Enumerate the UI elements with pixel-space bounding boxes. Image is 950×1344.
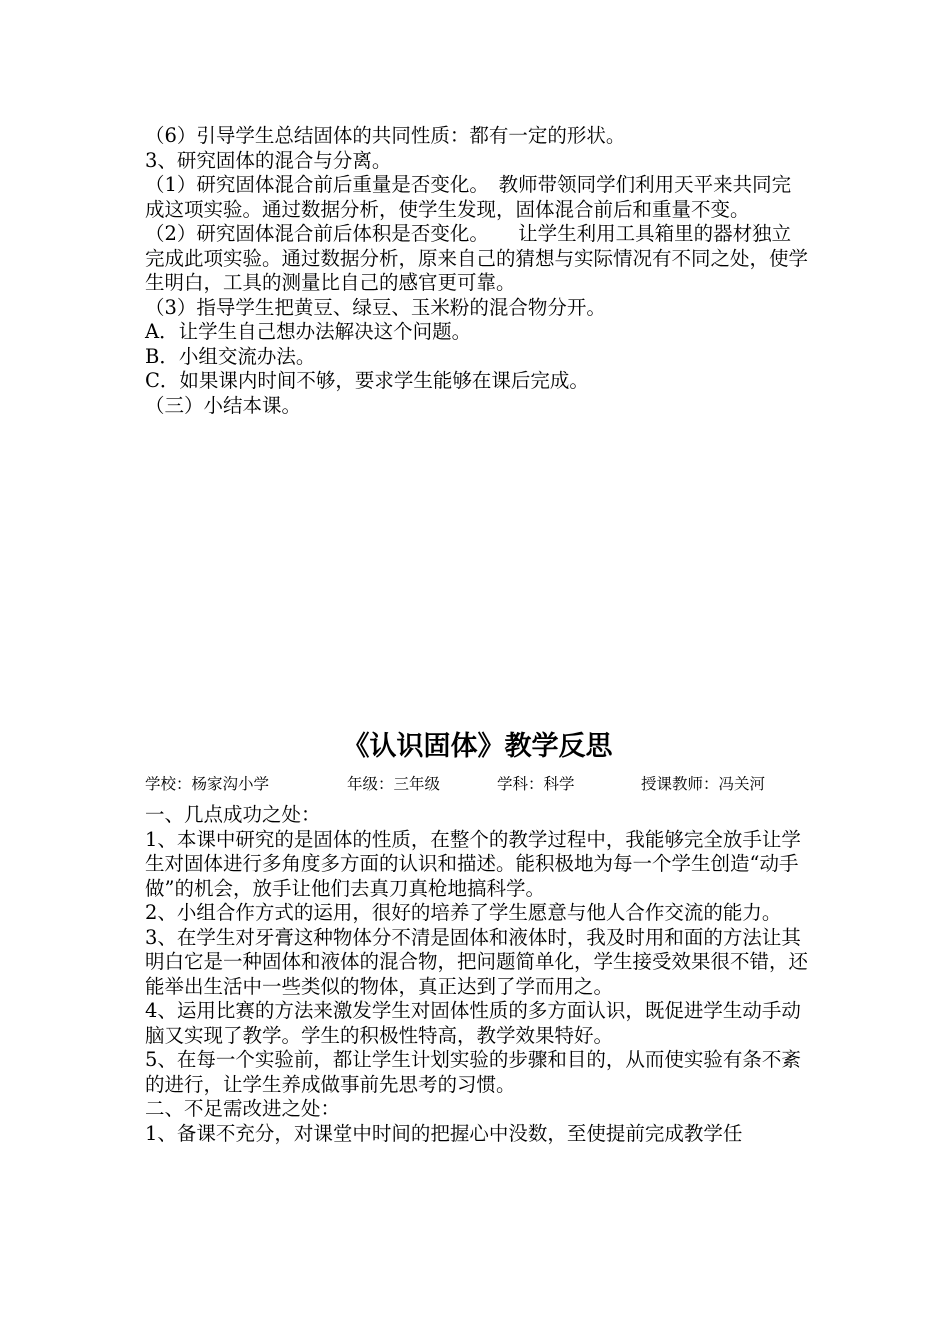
- paragraph: （1）研究固体混合前后重量是否变化。 教师带领同学们利用天平来共同完成这项实验。通过数据分析，使学生发现，固体混合前后和重量不变。: [145, 173, 792, 221]
- paragraph: 一、几点成功之处：: [145, 803, 321, 826]
- paragraph: 2、小组合作方式的运用，很好的培养了学生愿意与他人合作交流的能力。: [145, 901, 782, 924]
- paragraph: 3、在学生对牙膏这种物体分不清是固体和液体时，我及时用和面的方法让其明白它是一种固体和液体的混合物，把问题简单化，学生接受效果很不错，还能举出生活中一些类似的物体，真正达到了学而用之。: [145, 925, 809, 998]
- paragraph: （6）引导学生总结固体的共同性质：都有一定的形状。: [145, 124, 626, 147]
- paragraph: A．让学生自己想办法解决这个问题。: [145, 320, 472, 343]
- subject-label: 学科：科学: [497, 775, 575, 793]
- paragraph: 二、不足需改进之处：: [145, 1097, 341, 1120]
- paragraph: 3、研究固体的混合与分离。: [145, 148, 392, 172]
- lesson-info-line: [145, 772, 810, 796]
- paragraph: 1、备课不充分，对课堂中时间的把握心中没数，至使提前完成教学任: [145, 1121, 743, 1145]
- paragraph: B．小组交流办法。: [145, 344, 316, 368]
- reflection-section: [145, 803, 810, 1146]
- paragraph: 4、运用比赛的方法来激发学生对固体性质的多方面认识，既促进学生动手动脑又实现了教学。学生的积极性特高，教学效果特好。: [145, 999, 801, 1047]
- lesson-procedure-section: [145, 124, 810, 418]
- school-label: 学校：杨家沟小学: [145, 775, 270, 793]
- paragraph: 5、在每一个实验前，都让学生计划实验的步骤和目的，从而使实验有条不紊的进行，让学生养成做事前先思考的习惯。: [145, 1048, 801, 1096]
- paragraph: 1、本课中研究的是固体的性质，在整个的教学过程中，我能够完全放手让学生对固体进行多角度多方面的认识和描述。能积极地为每一个学生创造“动手做”的机会，放手让他们去真刀真枪地搞科学。: [145, 827, 801, 900]
- paragraph: C．如果课内时间不够，要求学生能够在课后完成。: [145, 369, 589, 392]
- grade-label: 年级：三年级: [347, 775, 441, 793]
- paragraph: （三）小结本课。: [145, 393, 302, 417]
- teacher-label: 授课教师：冯关河: [641, 775, 766, 793]
- page-title: 《认识固体》教学反思: [342, 731, 613, 762]
- paragraph: （2）研究固体混合前后体积是否变化。 让学生利用工具箱里的器材独立完成此项实验。通过数据分析，原来自己的猜想与实际情况有不同之处，使学生明白，工具的测量比自己的感官更可靠。: [145, 222, 809, 294]
- paragraph: （3）指导学生把黄豆、绿豆、玉米粉的混合物分开。: [145, 295, 606, 319]
